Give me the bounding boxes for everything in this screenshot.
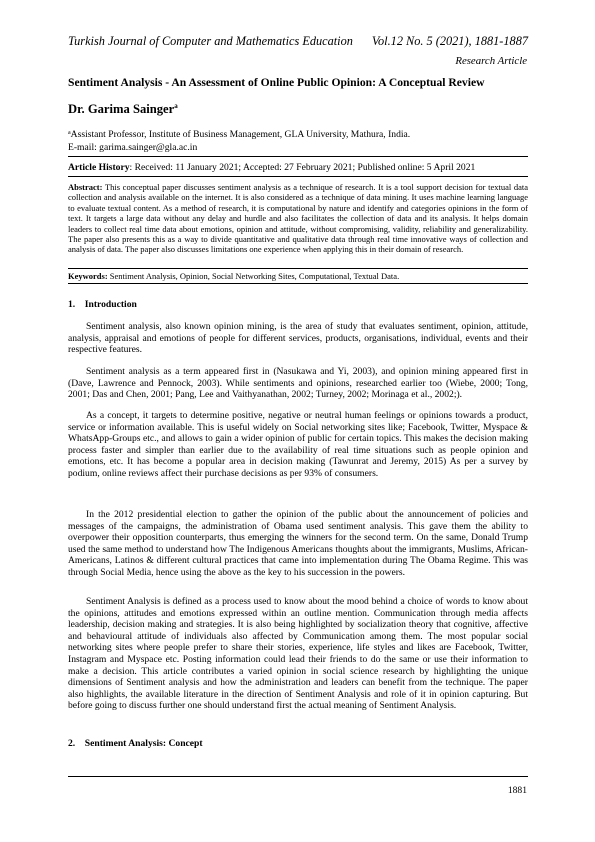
author-mark: a [174,102,178,110]
divider [68,156,528,157]
intro-paragraph: In the 2012 presidential election to gather the opinion of the public about the announcement of policies and messages of the campaigns, the administration of Obama used sentiment analysis. This gave them the ability to overpower their opposition counterparts, thus emerging the winners for the second term. On the same, Donald Trump used the same method to understand how The Indigenous Americans thoughts about the immigrants, Muslims, African-Americans, Latinos & different cultural practices that came into implementation during The Obama Regime. This was through Social Media, hence using the above as the key to his succession in the powers. [68,509,528,578]
abstract [68,182,528,255]
section-heading-introduction: 1. Introduction [68,299,137,310]
divider [68,283,528,284]
keywords [68,271,528,281]
divider [68,268,528,269]
intro-paragraph: Sentiment analysis as a term appeared first in (Nasukawa and Yi, 2003), and opinion mining appeared first in (Dave, Lawrence and Pennock, 2003). While sentiments and opinions, researched earlier too (Wiebe, 2000; Tong, 2001; Das and Chen, 2001; Pang, Lee and Vaithyanathan, 2002; Turney, 2002; Morinaga et al., 2002;). [68,366,528,401]
article-type: Research Article [455,55,527,67]
affiliation-text: Assistant Professor, Institute of Business Management, GLA University, Mathura, India. [70,129,411,140]
history-label: Article History [68,162,130,173]
keywords-text: Sentiment Analysis, Opinion, Social Networking Sites, Computational, Textual Data. [107,271,400,281]
page-number: 1881 [507,785,527,796]
divider [68,176,528,177]
volume-info: Vol.12 No. 5 (2021), 1881-1887 [371,34,528,48]
affiliation [68,127,410,154]
author-email: E-mail: garima.sainger@gla.ac.in [68,141,198,153]
intro-paragraph: Sentiment Analysis is defined as a process used to know about the mood behind a choice of words to know about the opinions, attitudes and emotions expressed within an outline mention. Communication through media affects leadership, decision making and strategies. It is also being highlighted by socialization theory that cognitive, affective and behavioural attitude of individuals also affected by Communication among them. The most popular social networking sites where people prefer to share their stories, experience, life styles and likes are Facebook, Twitter, Instagram and Myspace etc. Posting information could lead their friends to do the same or use their information to make a decision. This article contributes a varied opinion in social science research by highlighting the unique dimensions of Sentiment analysis and how the administration and leaders can benefit from the technique. The paper also highlights, the available literature in the direction of Sentiment Analysis and role of it in opinion capturing. But before going to discuss further one should understand first the actual meaning of Sentiment Analysis. [68,596,528,712]
section-heading-concept: 2. Sentiment Analysis: Concept [68,738,203,749]
intro-paragraph: Sentiment analysis, also known opinion mining, is the area of study that evaluates sentiment, opinion, attitude, analysis, appraisal and emotions of people for different services, products, organisations, individual, events and their respective features. [68,321,528,356]
abstract-label: Abstract: [68,182,103,192]
paper-title: Sentiment Analysis - An Assessment of Online Public Opinion: A Conceptual Review [68,76,485,89]
intro-paragraph: As a concept, it targets to determine positive, negative or neutral human feelings or opinions towards a product, service or information available. This is useful widely on Social networking sites like; Facebook, Twitter, Myspace & WhatsApp-Groups etc., and allows to gain a wider opinion of public for certain topics. This makes the decision making process faster and simpler than earlier due to the availability of real time situations such as people opinion and emotions, etc. It has become a popular area in decision making (Tawunrat and Jeremy, 2015) As per a survey by podium, online reviews affect their purchase decisions as per 93% of consumers. [68,410,528,479]
abstract-text: This conceptual paper discusses sentiment analysis as a technique of research. It is a tool support decision for textual data collection and analysis available on the internet. It is also considered as a technique of data mining. It uses machine learning language to evaluate textual content. As a method of research, it is computational by nature and identify and categories opinions in the form of text. It targets a large data without any delay and hurdle and also facilitates the collection of data and its analysis. It helps domain leaders to collect real time data about emotions, opinion and attitude, without compromising, validity, reliability and generalizability. The paper also presents this as a way to divide quantitative and qualitative data through real time innovative ways of collection and analysis of data. The paper also discusses limitations one experience when applying this in their domain of research. [68,182,528,255]
footer-rule [68,776,528,777]
author [68,102,178,117]
affiliation-mark: a [68,130,71,136]
keywords-label: Keywords: [68,271,108,281]
running-header [68,34,528,49]
history-text: : Received: 11 January 2021; Accepted: 27 February 2021; Published online: 5 April 2021 [129,162,476,173]
author-name: Dr. Garima Sainger [68,102,175,116]
article-history [68,162,475,173]
journal-name: Turkish Journal of Computer and Mathematics Education [68,34,353,48]
